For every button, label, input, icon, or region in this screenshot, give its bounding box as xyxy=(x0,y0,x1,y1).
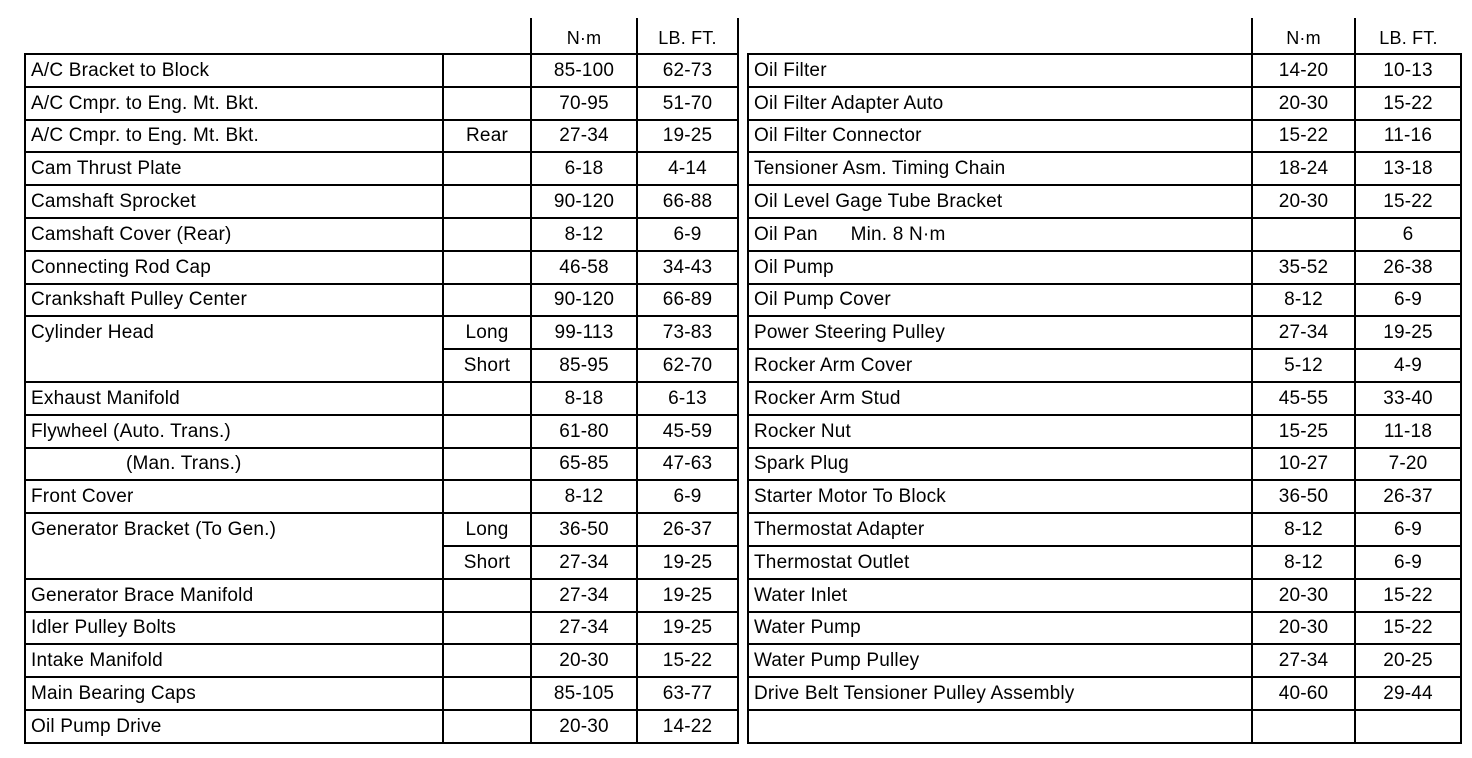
torque-lbft: 47-63 xyxy=(637,448,738,481)
torque-lbft: 6-9 xyxy=(1355,546,1461,579)
torque-lbft: 10-13 xyxy=(1355,54,1461,87)
torque-lbft: 15-22 xyxy=(1355,612,1461,645)
torque-nm: 20-30 xyxy=(1252,185,1355,218)
table-row xyxy=(25,152,738,185)
header-nm: N·m xyxy=(531,18,637,54)
table-row xyxy=(748,349,1461,382)
component-name: Generator Bracket (To Gen.) xyxy=(25,513,443,579)
qualifier xyxy=(443,185,531,218)
qualifier xyxy=(443,54,531,87)
table-row xyxy=(748,284,1461,317)
table-row xyxy=(25,644,738,677)
qualifier xyxy=(443,382,531,415)
table-row xyxy=(748,382,1461,415)
component-name: Spark Plug xyxy=(748,448,1252,481)
qualifier xyxy=(443,218,531,251)
table-row xyxy=(25,612,738,645)
qualifier xyxy=(443,612,531,645)
component-name: Water Pump Pulley xyxy=(748,644,1252,677)
table-row xyxy=(748,251,1461,284)
component-name: Cylinder Head xyxy=(25,316,443,382)
torque-lbft: 62-73 xyxy=(637,54,738,87)
component-name: Power Steering Pulley xyxy=(748,316,1252,349)
torque-lbft: 26-37 xyxy=(637,513,738,546)
qualifier xyxy=(443,87,531,120)
table-row xyxy=(25,251,738,284)
component-name: Rocker Nut xyxy=(748,415,1252,448)
component-name: Intake Manifold xyxy=(25,644,443,677)
table-row xyxy=(748,579,1461,612)
torque-lbft: 73-83 xyxy=(637,316,738,349)
table-row xyxy=(25,185,738,218)
torque-nm: 15-25 xyxy=(1252,415,1355,448)
torque-lbft: 14-22 xyxy=(637,710,738,743)
torque-lbft: 26-38 xyxy=(1355,251,1461,284)
table-row xyxy=(25,513,738,546)
qualifier xyxy=(443,677,531,710)
header-blank xyxy=(443,18,531,54)
component-name: A/C Cmpr. to Eng. Mt. Bkt. xyxy=(25,87,443,120)
torque-lbft: 19-25 xyxy=(637,579,738,612)
component-name: (Man. Trans.) xyxy=(25,448,443,481)
qualifier xyxy=(443,710,531,743)
qualifier xyxy=(443,251,531,284)
torque-lbft: 7-20 xyxy=(1355,448,1461,481)
header-row xyxy=(748,18,1461,54)
qualifier xyxy=(443,644,531,677)
table-row xyxy=(25,382,738,415)
component-name: Rocker Arm Stud xyxy=(748,382,1252,415)
torque-nm: 85-95 xyxy=(531,349,637,382)
torque-lbft: 26-37 xyxy=(1355,480,1461,513)
torque-nm: 85-105 xyxy=(531,677,637,710)
qualifier: Long xyxy=(443,513,531,546)
torque-lbft: 19-25 xyxy=(637,120,738,153)
torque-lbft: 19-25 xyxy=(637,612,738,645)
torque-lbft: 66-88 xyxy=(637,185,738,218)
header-nm: N·m xyxy=(1252,18,1355,54)
torque-nm: 27-34 xyxy=(531,612,637,645)
torque-nm: 65-85 xyxy=(531,448,637,481)
component-name: Rocker Arm Cover xyxy=(748,349,1252,382)
qualifier: Short xyxy=(443,349,531,382)
qualifier: Short xyxy=(443,546,531,579)
torque-lbft: 19-25 xyxy=(637,546,738,579)
torque-table-left xyxy=(24,18,739,744)
table-row xyxy=(748,546,1461,579)
torque-nm: 36-50 xyxy=(531,513,637,546)
qualifier xyxy=(443,480,531,513)
torque-nm xyxy=(1252,218,1355,251)
component-name: Drive Belt Tensioner Pulley Assembly xyxy=(748,677,1252,710)
torque-lbft: 15-22 xyxy=(1355,579,1461,612)
torque-lbft: 15-22 xyxy=(637,644,738,677)
component-name: Oil Filter xyxy=(748,54,1252,87)
torque-lbft: 45-59 xyxy=(637,415,738,448)
table-row xyxy=(748,612,1461,645)
torque-nm: 85-100 xyxy=(531,54,637,87)
torque-nm: 70-95 xyxy=(531,87,637,120)
torque-nm: 40-60 xyxy=(1252,677,1355,710)
table-row xyxy=(748,415,1461,448)
qualifier: Long xyxy=(443,316,531,349)
torque-nm: 27-34 xyxy=(1252,644,1355,677)
torque-nm: 8-12 xyxy=(1252,513,1355,546)
component-name: Water Pump xyxy=(748,612,1252,645)
torque-lbft: 6 xyxy=(1355,218,1461,251)
table-row xyxy=(748,644,1461,677)
torque-lbft: 15-22 xyxy=(1355,87,1461,120)
torque-lbft: 63-77 xyxy=(637,677,738,710)
component-name: Flywheel (Auto. Trans.) xyxy=(25,415,443,448)
header-lbft: LB. FT. xyxy=(1355,18,1461,54)
torque-nm: 46-58 xyxy=(531,251,637,284)
table-row xyxy=(748,152,1461,185)
torque-nm: 14-20 xyxy=(1252,54,1355,87)
table-row xyxy=(748,480,1461,513)
torque-nm: 90-120 xyxy=(531,284,637,317)
component-name: Oil Filter Connector xyxy=(748,120,1252,153)
torque-nm: 36-50 xyxy=(1252,480,1355,513)
component-name: Oil Pan Min. 8 N·m xyxy=(748,218,1252,251)
component-name: Oil Filter Adapter Auto xyxy=(748,87,1252,120)
torque-nm: 8-12 xyxy=(531,218,637,251)
table-row xyxy=(748,677,1461,710)
torque-nm xyxy=(1252,710,1355,743)
torque-table-right xyxy=(747,18,1462,744)
torque-lbft xyxy=(1355,710,1461,743)
table-row xyxy=(25,54,738,87)
torque-lbft: 6-9 xyxy=(1355,284,1461,317)
table-row xyxy=(25,284,738,317)
component-name: Oil Pump Cover xyxy=(748,284,1252,317)
torque-nm: 27-34 xyxy=(531,579,637,612)
table-row xyxy=(25,677,738,710)
qualifier xyxy=(443,415,531,448)
component-name: Camshaft Sprocket xyxy=(25,185,443,218)
header-blank xyxy=(25,18,443,54)
table-row xyxy=(748,218,1461,251)
component-name: Thermostat Outlet xyxy=(748,546,1252,579)
torque-lbft: 11-16 xyxy=(1355,120,1461,153)
component-name: Starter Motor To Block xyxy=(748,480,1252,513)
torque-nm: 8-12 xyxy=(531,480,637,513)
torque-lbft: 6-9 xyxy=(637,480,738,513)
torque-lbft: 20-25 xyxy=(1355,644,1461,677)
torque-nm: 99-113 xyxy=(531,316,637,349)
header-lbft: LB. FT. xyxy=(637,18,738,54)
table-row xyxy=(25,710,738,743)
table-row xyxy=(748,185,1461,218)
table-row xyxy=(25,579,738,612)
torque-lbft: 33-40 xyxy=(1355,382,1461,415)
component-name: Thermostat Adapter xyxy=(748,513,1252,546)
table-row xyxy=(748,710,1461,743)
component-name: Oil Pump xyxy=(748,251,1252,284)
torque-nm: 18-24 xyxy=(1252,152,1355,185)
torque-lbft: 15-22 xyxy=(1355,185,1461,218)
torque-nm: 10-27 xyxy=(1252,448,1355,481)
component-name: Connecting Rod Cap xyxy=(25,251,443,284)
torque-nm: 20-30 xyxy=(531,644,637,677)
torque-nm: 8-12 xyxy=(1252,284,1355,317)
table-row xyxy=(748,316,1461,349)
torque-lbft: 29-44 xyxy=(1355,677,1461,710)
header-blank xyxy=(748,18,1252,54)
torque-nm: 45-55 xyxy=(1252,382,1355,415)
table-row xyxy=(748,120,1461,153)
component-name: Oil Level Gage Tube Bracket xyxy=(748,185,1252,218)
table-row xyxy=(748,87,1461,120)
table-row xyxy=(25,218,738,251)
torque-lbft: 51-70 xyxy=(637,87,738,120)
torque-nm: 8-18 xyxy=(531,382,637,415)
header-row xyxy=(25,18,738,54)
torque-lbft: 11-18 xyxy=(1355,415,1461,448)
component-name: A/C Bracket to Block xyxy=(25,54,443,87)
qualifier xyxy=(443,579,531,612)
torque-nm: 5-12 xyxy=(1252,349,1355,382)
component-name: Cam Thrust Plate xyxy=(25,152,443,185)
table-row xyxy=(25,120,738,153)
qualifier: Rear xyxy=(443,120,531,153)
torque-nm: 20-30 xyxy=(1252,87,1355,120)
torque-lbft: 4-14 xyxy=(637,152,738,185)
table-row xyxy=(748,448,1461,481)
torque-nm: 61-80 xyxy=(531,415,637,448)
torque-lbft: 62-70 xyxy=(637,349,738,382)
component-name: Exhaust Manifold xyxy=(25,382,443,415)
torque-lbft: 4-9 xyxy=(1355,349,1461,382)
torque-nm: 35-52 xyxy=(1252,251,1355,284)
component-name: Idler Pulley Bolts xyxy=(25,612,443,645)
torque-nm: 8-12 xyxy=(1252,546,1355,579)
component-name: Generator Brace Manifold xyxy=(25,579,443,612)
qualifier xyxy=(443,284,531,317)
table-row xyxy=(25,316,738,349)
torque-lbft: 34-43 xyxy=(637,251,738,284)
component-name: Oil Pump Drive xyxy=(25,710,443,743)
torque-nm: 20-30 xyxy=(1252,579,1355,612)
torque-lbft: 6-13 xyxy=(637,382,738,415)
torque-nm: 27-34 xyxy=(1252,316,1355,349)
qualifier xyxy=(443,152,531,185)
component-name: Tensioner Asm. Timing Chain xyxy=(748,152,1252,185)
table-row xyxy=(25,87,738,120)
torque-lbft: 66-89 xyxy=(637,284,738,317)
table-row xyxy=(25,480,738,513)
component-name: Water Inlet xyxy=(748,579,1252,612)
torque-lbft: 13-18 xyxy=(1355,152,1461,185)
torque-lbft: 6-9 xyxy=(1355,513,1461,546)
torque-nm: 15-22 xyxy=(1252,120,1355,153)
torque-nm: 27-34 xyxy=(531,120,637,153)
torque-nm: 27-34 xyxy=(531,546,637,579)
table-row xyxy=(25,415,738,448)
torque-nm: 6-18 xyxy=(531,152,637,185)
component-name: Front Cover xyxy=(25,480,443,513)
table-row xyxy=(748,54,1461,87)
qualifier xyxy=(443,448,531,481)
component-name xyxy=(748,710,1252,743)
torque-lbft: 6-9 xyxy=(637,218,738,251)
torque-nm: 90-120 xyxy=(531,185,637,218)
torque-lbft: 19-25 xyxy=(1355,316,1461,349)
table-row xyxy=(25,448,738,481)
component-name: A/C Cmpr. to Eng. Mt. Bkt. xyxy=(25,120,443,153)
component-name: Main Bearing Caps xyxy=(25,677,443,710)
table-row xyxy=(748,513,1461,546)
torque-nm: 20-30 xyxy=(1252,612,1355,645)
component-name: Camshaft Cover (Rear) xyxy=(25,218,443,251)
torque-nm: 20-30 xyxy=(531,710,637,743)
component-name: Crankshaft Pulley Center xyxy=(25,284,443,317)
